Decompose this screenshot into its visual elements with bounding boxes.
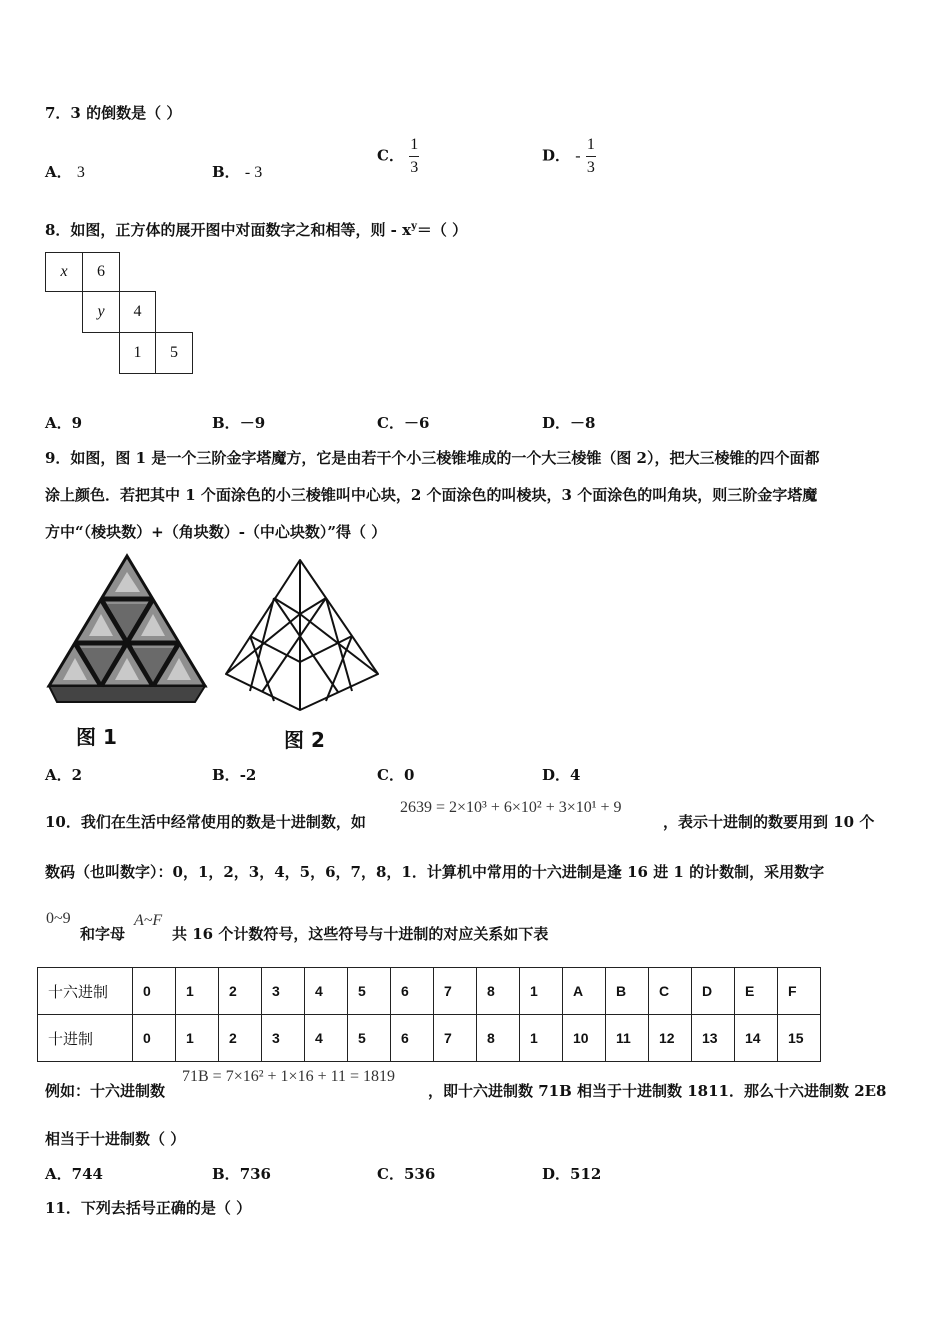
fraction bbox=[409, 136, 419, 177]
table-row bbox=[38, 1015, 821, 1062]
q7-option-d bbox=[542, 136, 596, 177]
net-cell-y: y bbox=[82, 291, 120, 333]
q7-option-a bbox=[45, 161, 85, 182]
hex-decimal-table bbox=[37, 967, 821, 1062]
table-cell: 14 bbox=[735, 1015, 778, 1062]
q10-line-3a: 和字母 bbox=[80, 925, 126, 943]
q10-line-3b: 共 16 个计数符号，这些符号与十进制的对应关系如下表 bbox=[172, 925, 549, 943]
fraction-numerator: 1 bbox=[410, 136, 419, 153]
q10-range-letters: A~F bbox=[134, 912, 163, 929]
fraction bbox=[586, 136, 596, 177]
tetrahedron-figure-2 bbox=[222, 556, 382, 714]
q10-line-1a: 10．我们在生活中经常使用的数是十进制数，如 bbox=[45, 813, 366, 831]
fraction-denominator: 3 bbox=[410, 159, 419, 176]
figure-2-caption: 图 2 bbox=[284, 728, 325, 752]
option-value: －8 bbox=[570, 414, 596, 432]
fraction-denominator: 3 bbox=[586, 159, 595, 176]
table-cell: 1 bbox=[176, 968, 219, 1015]
q9-option-a bbox=[45, 764, 82, 785]
option-label: D． bbox=[542, 146, 571, 165]
table-cell: C bbox=[649, 968, 692, 1015]
fraction-numerator: 1 bbox=[586, 136, 595, 153]
option-label: A． bbox=[45, 766, 72, 784]
q9-option-b bbox=[212, 764, 256, 785]
table-cell: 4 bbox=[305, 968, 348, 1015]
option-value: 3 bbox=[76, 164, 85, 181]
table-cell: 5 bbox=[348, 1015, 391, 1062]
q9-option-c bbox=[377, 764, 414, 785]
option-value: 512 bbox=[570, 1165, 602, 1183]
table-cell: 6 bbox=[391, 968, 434, 1015]
q8-option-d bbox=[542, 412, 595, 433]
option-label: A． bbox=[45, 163, 72, 181]
q8-stem bbox=[45, 219, 467, 240]
table-cell: 7 bbox=[434, 1015, 477, 1062]
q10-option-d bbox=[542, 1163, 601, 1184]
option-label: C． bbox=[377, 414, 404, 432]
q10-line-4a: 例如：十六进制数 bbox=[45, 1082, 166, 1100]
option-label: A． bbox=[45, 414, 72, 432]
q8-stem-end: ＝（ ） bbox=[416, 221, 468, 239]
table-cell: 1 bbox=[520, 1015, 563, 1062]
q10-formula-hex: 71B = 7×16² + 1×16 + 11 = 1819 bbox=[182, 1068, 396, 1085]
q7-option-c bbox=[377, 136, 419, 177]
table-row-header: 十进制 bbox=[38, 1015, 133, 1062]
option-value: 536 bbox=[403, 1165, 436, 1183]
table-cell: 3 bbox=[262, 968, 305, 1015]
option-value: - 3 bbox=[244, 164, 263, 181]
net-cell-6: 6 bbox=[82, 252, 120, 292]
table-cell: 3 bbox=[262, 1015, 305, 1062]
option-label: D． bbox=[542, 1165, 571, 1183]
q10-option-c bbox=[377, 1163, 435, 1184]
option-sign: - bbox=[575, 147, 581, 165]
table-row bbox=[38, 968, 821, 1015]
fraction-bar bbox=[586, 156, 596, 157]
table-cell: A bbox=[563, 968, 606, 1015]
table-cell: F bbox=[778, 968, 821, 1015]
table-cell: 8 bbox=[477, 968, 520, 1015]
q10-range-digits: 0~9 bbox=[46, 910, 71, 927]
table-row-header: 十六进制 bbox=[38, 968, 133, 1015]
q9-line-1: 9．如图，图 1 是一个三阶金字塔魔方，它是由若干个小三棱锥堆成的一个大三棱锥（图 2），把大三棱锥的四个面都 bbox=[45, 449, 820, 467]
q10-formula-decimal: 2639 = 2×10³ + 6×10² + 3×10¹ + 9 bbox=[400, 799, 622, 816]
table-cell: 8 bbox=[477, 1015, 520, 1062]
table-cell: 1 bbox=[520, 968, 563, 1015]
option-label: B． bbox=[212, 766, 240, 784]
net-cell-1: 1 bbox=[119, 332, 156, 374]
option-label: B． bbox=[212, 163, 240, 181]
table-cell: 11 bbox=[606, 1015, 649, 1062]
net-cell-x: x bbox=[45, 252, 83, 292]
option-label: D． bbox=[542, 414, 571, 432]
option-value: 4 bbox=[570, 766, 581, 784]
q10-line-5: 相当于十进制数（ ） bbox=[45, 1130, 186, 1148]
q8-option-c bbox=[377, 412, 429, 433]
q10-option-b bbox=[212, 1163, 271, 1184]
option-value: －6 bbox=[403, 414, 430, 432]
option-label: B． bbox=[212, 414, 240, 432]
table-cell: 10 bbox=[563, 1015, 606, 1062]
table-cell: 5 bbox=[348, 968, 391, 1015]
option-label: C． bbox=[377, 766, 404, 784]
q9-line-3: 方中“（棱块数）+（角块数）-（中心块数）”得（ ） bbox=[45, 523, 387, 541]
option-value: 744 bbox=[71, 1165, 103, 1183]
q7-option-b bbox=[212, 161, 262, 182]
q10-line-4b: ，即十六进制数 71B 相当于十进制数 1811．那么十六进制数 2E8 bbox=[428, 1082, 887, 1100]
q10-line-1b: ，表示十进制的数要用到 10 个 bbox=[663, 813, 875, 831]
option-label: C． bbox=[377, 146, 404, 165]
q8-stem-text: 8．如图，正方体的展开图中对面数字之和相等，则 - x bbox=[45, 221, 412, 239]
net-cell-5: 5 bbox=[155, 332, 193, 374]
table-cell: 13 bbox=[692, 1015, 735, 1062]
q8-option-b bbox=[212, 412, 265, 433]
table-cell: 2 bbox=[219, 968, 262, 1015]
q9-option-d bbox=[542, 764, 580, 785]
option-value: 2 bbox=[71, 766, 83, 784]
option-value: －9 bbox=[239, 414, 266, 432]
q10-line-2: 数码（也叫数字）：0，1，2，3，4，5，6，7，8，1．计算机中常用的十六进制是逢 16 进 1 的计数制，采用数字 bbox=[45, 863, 825, 881]
q7-stem: 7．3 的倒数是（ ） bbox=[45, 104, 182, 122]
table-cell: 2 bbox=[219, 1015, 262, 1062]
q9-line-2: 涂上颜色．若把其中 1 个面涂色的小三棱锥叫中心块，2 个面涂色的叫棱块，3 个面涂色的叫角块，则三阶金字塔魔 bbox=[45, 486, 818, 504]
option-label: D． bbox=[542, 766, 571, 784]
q8-stem-exponent: y bbox=[411, 221, 417, 232]
option-value: -2 bbox=[239, 766, 257, 784]
table-cell: 6 bbox=[391, 1015, 434, 1062]
option-value: 0 bbox=[403, 766, 415, 784]
table-cell: 12 bbox=[649, 1015, 692, 1062]
q10-option-a bbox=[45, 1163, 103, 1184]
table-cell: 15 bbox=[778, 1015, 821, 1062]
option-label: C． bbox=[377, 1165, 404, 1183]
table-cell: 7 bbox=[434, 968, 477, 1015]
table-cell: 4 bbox=[305, 1015, 348, 1062]
table-cell: 0 bbox=[133, 968, 176, 1015]
option-label: B． bbox=[212, 1165, 240, 1183]
table-cell: B bbox=[606, 968, 649, 1015]
net-cell-4: 4 bbox=[119, 291, 156, 333]
q11-stem: 11．下列去括号正确的是（ ） bbox=[45, 1199, 252, 1217]
q8-option-a bbox=[45, 412, 82, 433]
pyramid-puzzle-figure-1 bbox=[45, 552, 210, 712]
option-value: 9 bbox=[71, 414, 83, 432]
fraction-bar bbox=[409, 156, 419, 157]
table-cell: 1 bbox=[176, 1015, 219, 1062]
figure-1-caption: 图 1 bbox=[76, 725, 117, 749]
table-cell: 0 bbox=[133, 1015, 176, 1062]
option-label: A． bbox=[45, 1165, 72, 1183]
table-cell: E bbox=[735, 968, 778, 1015]
table-cell: D bbox=[692, 968, 735, 1015]
option-value: 736 bbox=[239, 1165, 271, 1183]
